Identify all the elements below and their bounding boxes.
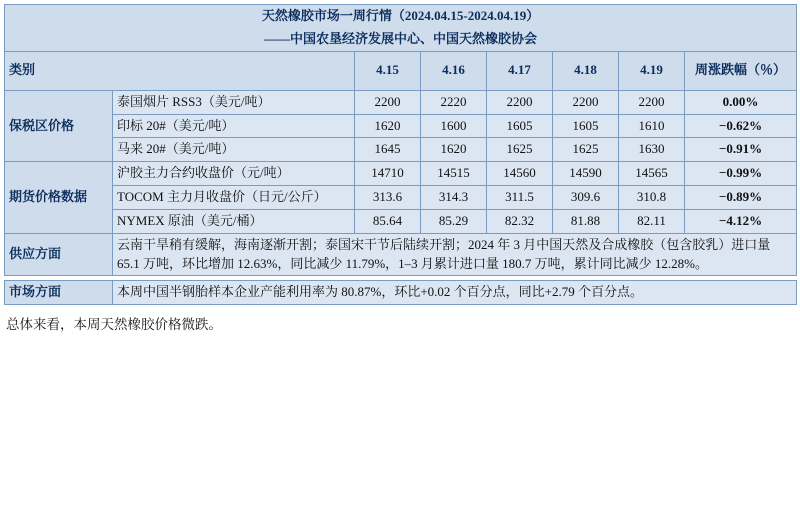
page-subtitle: ——中国农垦经济发展中心、中国天然橡胶协会 xyxy=(5,28,797,51)
row-label: 泰国烟片 RSS3（美元/吨） xyxy=(113,90,355,114)
header-date-5: 4.19 xyxy=(619,51,685,90)
cell-weekly-change: −0.99% xyxy=(685,162,797,186)
cell-value: 2200 xyxy=(619,90,685,114)
cell-value: 2200 xyxy=(487,90,553,114)
summary-text: 总体来看，本周天然橡胶价格微跌。 xyxy=(6,317,222,333)
cell-value: 1630 xyxy=(619,138,685,162)
table-row xyxy=(5,209,797,233)
cell-value: 1620 xyxy=(355,114,421,138)
page-title: 天然橡胶市场一周行情（2024.04.15-2024.04.19） xyxy=(5,5,797,28)
cell-value: 314.3 xyxy=(421,186,487,210)
cell-weekly-change: −0.91% xyxy=(685,138,797,162)
cell-value: 313.6 xyxy=(355,186,421,210)
market-row xyxy=(5,281,797,305)
supply-row xyxy=(5,233,797,276)
cell-value: 1625 xyxy=(487,138,553,162)
cell-weekly-change: −0.62% xyxy=(685,114,797,138)
section-label-futures-price: 期货价格数据 xyxy=(5,162,113,234)
cell-value: 2200 xyxy=(355,90,421,114)
subtitle-row xyxy=(5,28,797,51)
cell-value: 82.11 xyxy=(619,209,685,233)
cell-value: 1610 xyxy=(619,114,685,138)
table-header-row xyxy=(5,51,797,90)
cell-value: 2200 xyxy=(553,90,619,114)
header-date-1: 4.15 xyxy=(355,51,421,90)
cell-value: 14710 xyxy=(355,162,421,186)
cell-weekly-change: 0.00% xyxy=(685,90,797,114)
row-label: 马来 20#（美元/吨） xyxy=(113,138,355,162)
cell-value: 310.8 xyxy=(619,186,685,210)
report-page xyxy=(0,4,800,527)
header-date-4: 4.18 xyxy=(553,51,619,90)
header-date-3: 4.17 xyxy=(487,51,553,90)
table-row xyxy=(5,162,797,186)
section-label-bonded-price: 保税区价格 xyxy=(5,90,113,162)
cell-value: 1620 xyxy=(421,138,487,162)
cell-weekly-change: −4.12% xyxy=(685,209,797,233)
cell-value: 1625 xyxy=(553,138,619,162)
table-row xyxy=(5,114,797,138)
cell-value: 1605 xyxy=(553,114,619,138)
row-label: 印标 20#（美元/吨） xyxy=(113,114,355,138)
cell-value: 85.29 xyxy=(421,209,487,233)
header-category: 类别 xyxy=(5,51,355,90)
cell-value: 81.88 xyxy=(553,209,619,233)
row-label: 沪胶主力合约收盘价（元/吨） xyxy=(113,162,355,186)
cell-value: 14515 xyxy=(421,162,487,186)
cell-weekly-change: −0.89% xyxy=(685,186,797,210)
cell-value: 85.64 xyxy=(355,209,421,233)
cell-value: 14590 xyxy=(553,162,619,186)
cell-value: 1645 xyxy=(355,138,421,162)
cell-value: 311.5 xyxy=(487,186,553,210)
section-label-market: 市场方面 xyxy=(5,281,113,305)
table-row xyxy=(5,90,797,114)
header-date-2: 4.16 xyxy=(421,51,487,90)
cell-value: 14560 xyxy=(487,162,553,186)
market-text: 本周中国半钢胎样本企业产能利用率为 80.87%，环比+0.02 个百分点，同比+2.79 个百分点。 xyxy=(113,281,797,305)
weekly-market-table xyxy=(4,4,797,305)
title-row xyxy=(5,5,797,28)
table-row xyxy=(5,186,797,210)
header-weekly-change: 周涨跌幅（％） xyxy=(685,51,797,90)
cell-value: 309.6 xyxy=(553,186,619,210)
row-label: TOCOM 主力月收盘价（日元/公斤） xyxy=(113,186,355,210)
section-label-supply: 供应方面 xyxy=(5,233,113,276)
cell-value: 2220 xyxy=(421,90,487,114)
cell-value: 1605 xyxy=(487,114,553,138)
supply-text: 云南干旱稍有缓解，海南逐渐开割；泰国宋干节后陆续开割；2024 年 3 月中国天然及合成橡胶（包含胶乳）进口量 65.1 万吨，环比增加 12.63%，同比减少 11.79%，1–3 月累计进口量 180.7 万吨，累计同比减少 12.28%。 xyxy=(113,233,797,276)
row-label: NYMEX 原油（美元/桶） xyxy=(113,209,355,233)
cell-value: 14565 xyxy=(619,162,685,186)
table-row xyxy=(5,138,797,162)
cell-value: 82.32 xyxy=(487,209,553,233)
cell-value: 1600 xyxy=(421,114,487,138)
